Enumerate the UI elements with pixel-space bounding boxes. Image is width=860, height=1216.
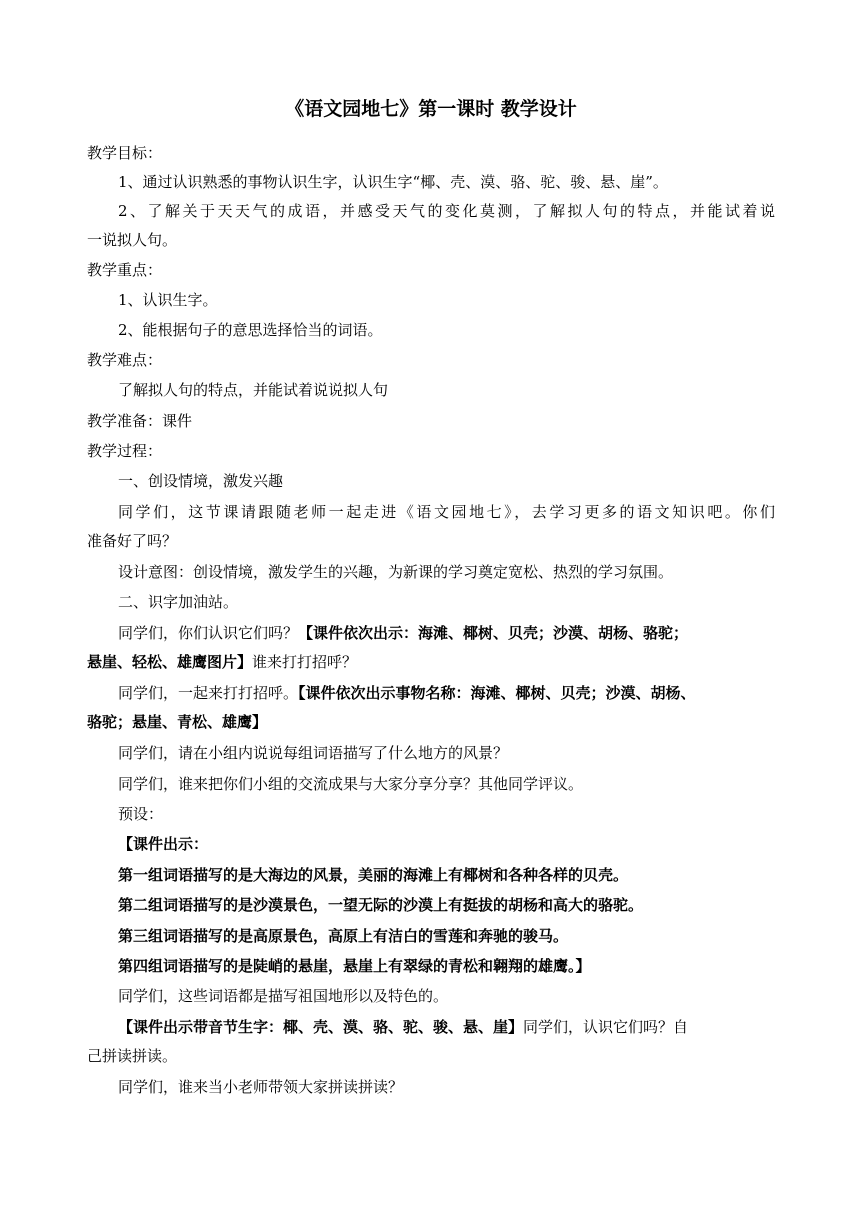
paragraph-3-line-2 (87, 651, 357, 673)
objectives-heading: 教学目标： (87, 144, 163, 162)
paragraph-9-line-1 (118, 1016, 688, 1038)
paragraph-3-plain: 同学们，你们认识它们吗？ (118, 624, 299, 642)
courseware-group-1: 第一组词语描写的是大海边的风景，美丽的海滩上有椰树和各种各样的贝壳。 (118, 866, 629, 884)
paragraph-4-line-1 (118, 682, 696, 704)
paragraph-4-plain: 同学们，一起来打打招呼。 (118, 684, 299, 702)
paragraph-5: 同学们，请在小组内说说每组词语描写了什么地方的风景？ (118, 744, 509, 762)
step-2-heading: 二、识字加油站。 (118, 593, 239, 611)
paragraph-6: 同学们，谁来把你们小组的交流成果与大家分享分享？其他同学评议。 (118, 775, 584, 793)
courseware-group-4: 第四组词语描写的是陡峭的悬崖，悬崖上有翠绿的青松和翱翔的雄鹰。】 (118, 957, 591, 975)
paragraph-4-line-2: 骆驼；悬崖、青松、雄鹰】 (87, 713, 268, 731)
paragraph-3-line-1 (118, 622, 688, 644)
courseware-group-3: 第三组词语描写的是高原景色，高原上有洁白的雪莲和奔驰的骏马。 (118, 927, 569, 945)
step-1-heading: 一、创设情境，激发兴趣 (118, 472, 284, 490)
key-point-1: 1、认识生字。 (118, 291, 218, 309)
paragraph-4-bold: 【课件依次出示事物名称：海滩、椰树、贝壳；沙漠、胡杨、 (298, 684, 696, 702)
paragraph-1-line-1: 同学们，这节课请跟随老师一起走进《语文园地七》，去学习更多的语文知识吧。你们 (118, 503, 775, 521)
preset-label: 预设： (118, 805, 164, 823)
paragraph-10: 同学们，谁来当小老师带领大家拼读拼读？ (118, 1078, 404, 1096)
design-intent: 设计意图：创设情境，激发学生的兴趣，为新课的学习奠定宽松、热烈的学习氛围。 (118, 563, 674, 581)
objective-1: 1、通过认识熟悉的事物认识生字，认识生字“椰、壳、漠、骆、驼、骏、悬、崖”。 (118, 173, 668, 191)
objective-2-line-2: 一说拟人句。 (87, 231, 178, 249)
document-title: 《语文园地七》第一课时 教学设计 (285, 98, 577, 120)
courseware-group-2: 第二组词语描写的是沙漠景色，一望无际的沙漠上有挺拔的胡杨和高大的骆驼。 (118, 896, 644, 914)
preparation: 教学准备：课件 (87, 412, 193, 430)
key-points-heading: 教学重点： (87, 261, 163, 279)
paragraph-3-plain-2: 谁来打打招呼？ (252, 653, 358, 671)
key-point-2: 2、能根据句子的意思选择恰当的词语。 (118, 321, 383, 339)
paragraph-3-bold: 【课件依次出示：海滩、椰树、贝壳；沙漠、胡杨、骆驼； (298, 624, 689, 642)
paragraph-9-bold: 【课件出示带音节生字：椰、壳、漠、骆、驼、骏、悬、崖】 (118, 1018, 524, 1036)
difficulty-heading: 教学难点： (87, 351, 163, 369)
paragraph-1-line-2: 准备好了吗？ (87, 532, 178, 550)
process-heading: 教学过程： (87, 442, 163, 460)
paragraph-9-line-2: 己拼读拼读。 (87, 1047, 178, 1065)
difficulty-item: 了解拟人句的特点，并能试着说说拟人句 (118, 381, 389, 399)
objective-2-line-1: 2、了解关于天天气的成语，并感受天气的变化莫测，了解拟人句的特点，并能试着说 (118, 202, 775, 220)
paragraph-8: 同学们，这些词语都是描写祖国地形以及特色的。 (118, 987, 449, 1005)
paragraph-9-plain: 同学们，认识它们吗？自 (523, 1018, 689, 1036)
paragraph-3-bold-2: 悬崖、轻松、雄鹰图片】 (87, 653, 253, 671)
courseware-heading: 【课件出示： (118, 835, 209, 853)
